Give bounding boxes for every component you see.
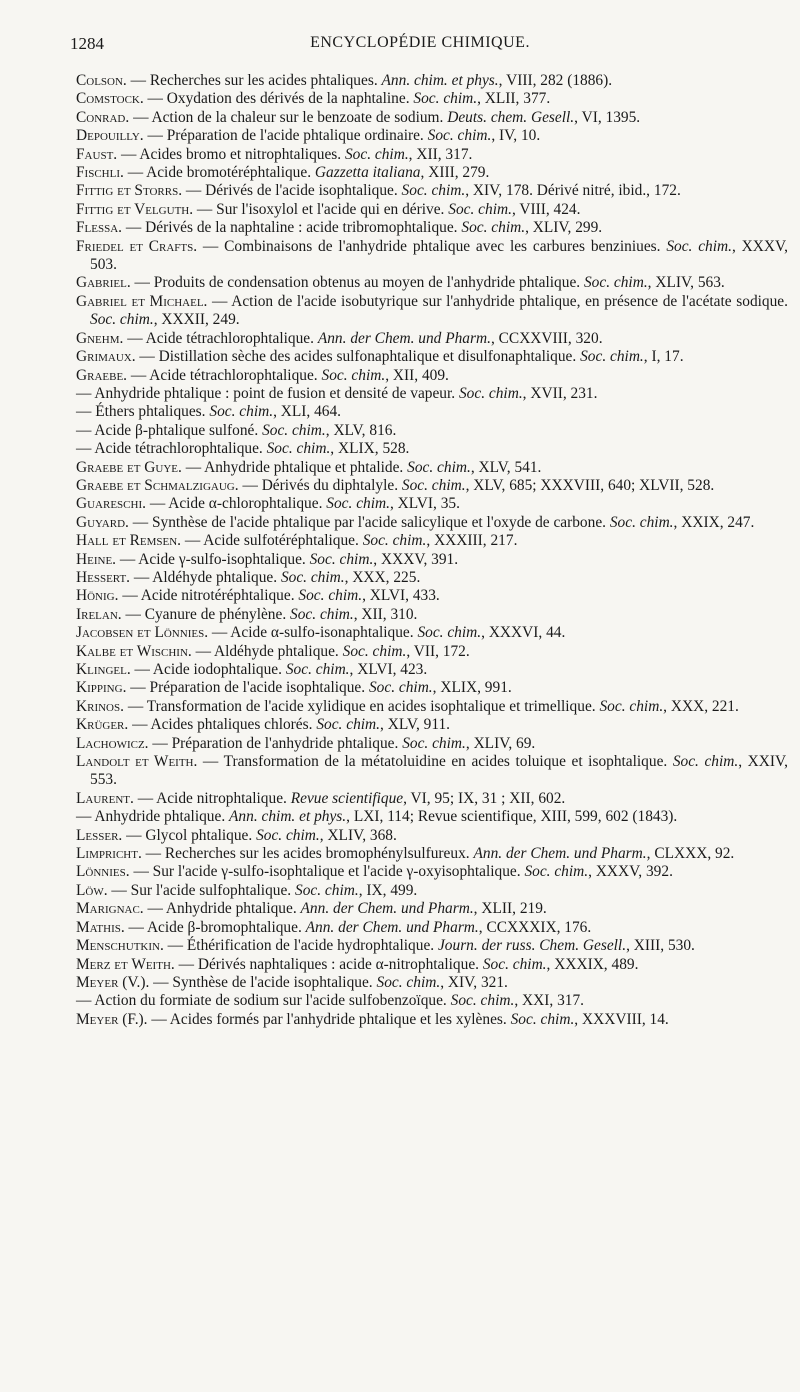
entry-author: Kipping. [76, 679, 127, 697]
entry-reference: , XXXVIII, 14. [574, 1010, 669, 1028]
entry-reference: , VIII, 424. [511, 200, 581, 218]
entry-title: — Éthers phtaliques. [76, 403, 210, 421]
entry-title: — Dérivés naphtaliques : acide α-nitrophtalique. [174, 955, 483, 973]
entry-author: Löw. [76, 881, 108, 899]
bibliography-entry [76, 532, 788, 550]
entry-title: — Acide nitrophtalique. [133, 789, 291, 807]
entry-title: — Acide tétrachlorophtalique. [123, 329, 318, 347]
entry-author: Merz et Weith. [76, 955, 175, 973]
entry-title: — Action de la chaleur sur le benzoate de sodium. [129, 108, 448, 126]
entry-title: — Acides phtaliques chlorés. [128, 716, 317, 734]
entry-author: Heine. [76, 550, 117, 568]
bibliography-entry [76, 992, 788, 1010]
bibliography-entry [76, 661, 788, 679]
entry-title: — Glycol phtalique. [122, 826, 257, 844]
entry-reference: , XVII, 231. [522, 384, 598, 402]
entry-reference: , XLV, 911. [380, 716, 450, 734]
entry-title: — Éthérification de l'acide hydrophtalique. [163, 937, 438, 955]
bibliography-entry [76, 201, 788, 219]
entry-author: Lachowicz. [76, 734, 149, 752]
entry-journal: Soc. chim. [209, 403, 274, 421]
entry-reference: , XXIV, 553. [90, 753, 789, 789]
entry-reference: , CCXXVIII, 320. [490, 329, 603, 347]
entry-journal: Gazzetta italiana [314, 164, 421, 182]
entry-reference: , IV, 10. [491, 127, 541, 145]
page-header [70, 34, 770, 58]
entry-author: Guareschi. [76, 495, 146, 513]
entry-author: Landolt et Weith. [76, 753, 198, 771]
entry-author: Kalbe et Wischin. [76, 642, 192, 660]
bibliography-entry [76, 716, 788, 734]
entry-author: Irelan. [76, 605, 122, 623]
entry-title: — Préparation de l'acide phtalique ordinaire. [143, 127, 428, 145]
bibliography-entry [76, 790, 788, 808]
entry-title: — Action du formiate de sodium sur l'acide sulfobenzoïque. [76, 992, 451, 1010]
bibliography-entry [76, 182, 788, 200]
entry-reference: , XLII, 377. [477, 90, 551, 108]
entry-author: Fittig et Storrs. [76, 182, 183, 200]
entry-author: Menschutkin. [76, 937, 164, 955]
entry-reference: , XLV, 541. [470, 458, 542, 476]
entry-author: Conrad. [76, 108, 130, 126]
entry-title: — Oxydation des dérivés de la naphtaline. [143, 90, 414, 108]
running-title: ENCYCLOPÉDIE CHIMIQUE. [310, 34, 530, 51]
entry-journal: Soc. chim. [413, 90, 478, 108]
entry-journal: Soc. chim. [482, 955, 547, 973]
entry-author: Laurent. [76, 789, 134, 807]
entry-journal: Soc. chim. [90, 311, 154, 329]
entry-journal: Soc. chim. [609, 513, 674, 531]
entry-title: — Combinaisons de l'anhydride phtalique avec les carbures benziniues. [197, 237, 667, 255]
entry-reference: , VI, 95; IX, 31 ; XII, 602. [403, 789, 566, 807]
entry-author: Hessert. [76, 568, 131, 586]
entry-journal: Ann. der Chem. und Pharm. [300, 900, 474, 918]
bibliography-entry [76, 330, 788, 348]
entry-reference: , XIII, 530. [626, 937, 695, 955]
entry-journal: Soc. chim. [342, 642, 407, 660]
entry-reference: , XLVI, 433. [362, 587, 440, 605]
entry-author: Limpricht. [76, 845, 142, 863]
entry-journal: Soc. chim. [256, 826, 320, 844]
entry-journal: Soc. chim. [368, 679, 433, 697]
entry-journal: Soc. chim. [583, 274, 648, 292]
bibliography-entry [76, 698, 788, 716]
bibliography-entry [76, 863, 788, 881]
entry-journal: Soc. chim. [309, 550, 374, 568]
entry-title: — Recherches sur les acides bromophénylsulfureux. [141, 845, 474, 863]
entry-journal: Ann. der Chem. und Pharm. [317, 329, 491, 347]
entry-author: Graebe et Guye. [76, 458, 182, 476]
entry-author: Krinos. [76, 697, 124, 715]
entry-author: Colson. [76, 72, 127, 89]
entry-title: — Anhydride phtalique. [143, 900, 301, 918]
bibliography-entry [76, 90, 788, 108]
entry-title: — Acide β-bromophtalique. [124, 918, 306, 936]
entry-author: Faust. [76, 145, 118, 163]
entry-reference: , XXXV, 392. [588, 863, 673, 881]
entry-reference: , I, 17. [643, 348, 684, 366]
bibliography-entry [76, 587, 788, 605]
entry-author: Marignac. [76, 900, 144, 918]
bibliography-list [76, 72, 788, 1029]
entry-journal: Soc. chim. [401, 182, 466, 200]
entry-reference: , XII, 310. [353, 605, 418, 623]
entry-journal: Soc. chim. [326, 495, 390, 513]
entry-title: — Anhydride phtalique et phtalide. [181, 458, 408, 476]
entry-title: — Sur l'acide sulfophtalique. [107, 881, 296, 899]
bibliography-entry [76, 735, 788, 753]
entry-journal: Soc. chim. [262, 421, 326, 439]
entry-reference: , XXI, 317. [514, 992, 585, 1010]
entry-reference: , VIII, 282 (1886). [498, 72, 613, 89]
bibliography-entry [76, 808, 788, 826]
bibliography-entry [76, 845, 788, 863]
entry-reference: , XIII, 279. [420, 164, 490, 182]
bibliography-entry [76, 109, 788, 127]
entry-journal: Soc. chim. [427, 127, 492, 145]
entry-reference: , XIV, 178. Dérivé nitré, ibid., 172. [465, 182, 681, 200]
entry-title: — Acide α-sulfo-isonaphtalique. [208, 624, 418, 642]
bibliography-entry [76, 219, 788, 237]
entry-journal: Soc. chim. [524, 863, 589, 881]
entry-journal: Ann. chim. et phys. [229, 808, 347, 826]
entry-journal: Soc. chim. [407, 458, 471, 476]
entry-title: — Aldéhyde phtalique. [191, 642, 343, 660]
entry-journal: Soc. chim. [402, 734, 466, 752]
bibliography-entry [76, 551, 788, 569]
bibliography-entry [76, 146, 788, 164]
bibliography-entry [76, 293, 788, 330]
entry-title: — Acide β-phtalique sulfoné. [76, 421, 263, 439]
entry-journal: Soc. chim. [285, 661, 350, 678]
entry-journal: Journ. der russ. Chem. Gesell. [437, 937, 627, 955]
entry-reference: , XII, 317. [408, 145, 473, 163]
entry-journal: Ann. der Chem. und Pharm. [473, 845, 647, 863]
bibliography-entry [76, 624, 788, 642]
bibliography-entry [76, 956, 788, 974]
entry-journal: Soc. chim. [316, 716, 381, 734]
entry-title: — Acide sulfotéréphtalique. [181, 532, 363, 550]
bibliography-entry [76, 367, 788, 385]
entry-author: Fischli. [76, 164, 124, 182]
entry-author: Gnehm. [76, 329, 124, 347]
entry-title: — Transformation de l'acide xylidique en acides isophtalique et trimellique. [123, 697, 600, 715]
bibliography-entry [76, 937, 788, 955]
entry-author: Graebe et Schmalzigaug. [76, 476, 239, 494]
entry-reference: , XLIV, 299. [525, 219, 603, 237]
entry-reference: , XLIV, 368. [319, 826, 397, 844]
entry-title: — Distillation sèche des acides sulfonaphtalique et disulfonaphtalique. [135, 348, 581, 366]
entry-author: Klingel. [76, 661, 131, 678]
entry-title: — Transformation de la métatoluidine en acides toluique et isophtalique. [197, 753, 673, 771]
entry-title: — Action de l'acide isobutyrique sur l'anhydride phtalique, en présence de l'acétate sodique. [207, 292, 788, 310]
entry-journal: Soc. chim. [290, 605, 354, 623]
bibliography-entry [76, 422, 788, 440]
entry-reference: , XLIX, 528. [330, 440, 410, 458]
entry-title: — Anhydride phtalique. [76, 808, 230, 826]
entry-title: — Dérivés de l'acide isophtalique. [182, 182, 402, 200]
entry-reference: , XLVI, 423. [349, 661, 428, 678]
bibliography-entry [76, 403, 788, 421]
entry-journal: Soc. chim. [295, 881, 359, 899]
entry-title: — Acide α-chlorophtalique. [145, 495, 327, 513]
entry-author: Graebe. [76, 366, 128, 384]
entry-author: Lesser. [76, 826, 123, 844]
bibliography-entry [76, 459, 788, 477]
entry-author: Hall et Remsen. [76, 532, 182, 550]
entry-author: Depouilly. [76, 127, 144, 145]
entry-journal: Soc. chim. [401, 476, 466, 494]
entry-title: — Sur l'acide γ-sulfo-isophtalique et l'acide γ-oxyisophtalique. [129, 863, 525, 881]
entry-journal: Soc. chim. [458, 384, 523, 402]
entry-journal: Soc. chim. [448, 200, 512, 218]
entry-title: — Acide bromotéréphtalique. [123, 164, 315, 182]
bibliography-entry [76, 514, 788, 532]
entry-title: — Acide γ-sulfo-isophtalique. [116, 550, 310, 568]
entry-journal: Soc. chim. [321, 366, 386, 384]
entry-author: Krüger. [76, 716, 129, 734]
entry-author: Gabriel et Michael. [76, 292, 208, 310]
entry-journal: Soc. chim. [510, 1010, 575, 1028]
entry-author: Guyard. [76, 513, 129, 531]
bibliography-entry [76, 606, 788, 624]
entry-journal: Soc. chim. [362, 532, 427, 550]
entry-title: — Acide tétrachlorophtalique. [127, 366, 322, 384]
bibliography-entry [76, 827, 788, 845]
entry-reference: , XXX, 225. [344, 568, 421, 586]
entry-journal: Soc. chim. [417, 624, 482, 642]
entry-reference: , XXXV, 503. [90, 237, 788, 274]
entry-title: — Sur l'isoxylol et l'acide qui en dérive. [193, 200, 449, 218]
entry-author: Meyer (V.). [76, 973, 150, 991]
bibliography-entry [76, 164, 788, 182]
entry-author: Hönig. [76, 587, 119, 605]
entry-title: — Préparation de l'anhydride phtalique. [148, 734, 403, 752]
entry-reference: , VI, 1395. [574, 108, 641, 126]
entry-reference: , XXXII, 249. [153, 311, 240, 329]
entry-journal: Deuts. chem. Gesell. [447, 108, 575, 126]
bibliography-entry [76, 900, 788, 918]
entry-reference: , VII, 172. [406, 642, 470, 660]
entry-reference: , XII, 409. [385, 366, 449, 384]
entry-reference: , CCXXXIX, 176. [478, 918, 592, 936]
entry-author: Comstock. [76, 90, 144, 108]
entry-journal: Soc. chim. [376, 973, 441, 991]
entry-reference: , XLVI, 35. [389, 495, 460, 513]
entry-reference: , XLII, 219. [473, 900, 547, 918]
bibliography-entry [76, 238, 788, 275]
entry-journal: Soc. chim. [266, 440, 331, 458]
entry-author: Gabriel. [76, 274, 131, 292]
entry-title: — Acides formés par l'anhydride phtalique et les xylènes. [147, 1010, 511, 1028]
bibliography-entry [76, 440, 788, 458]
bibliography-entry [76, 385, 788, 403]
entry-journal: Soc. chim. [580, 348, 644, 366]
entry-reference: , IX, 499. [358, 881, 418, 899]
bibliography-entry [76, 882, 788, 900]
entry-journal: Ann. der Chem. und Pharm. [305, 918, 479, 936]
entry-reference: , XXXIX, 489. [546, 955, 639, 973]
entry-reference: , XXXVI, 44. [481, 624, 566, 642]
entry-journal: Soc. chim. [461, 219, 526, 237]
entry-title: — Anhydride phtalique : point de fusion et densité de vapeur. [76, 384, 459, 402]
entry-title: — Dérivés du diphtalyle. [238, 476, 402, 494]
entry-reference: , XXXV, 391. [373, 550, 459, 568]
entry-journal: Soc. chim. [280, 568, 345, 586]
entry-author: Friedel et Crafts. [76, 237, 198, 255]
entry-title: — Acide tétrachlorophtalique. [76, 440, 267, 458]
entry-author: Jacobsen et Lönnies. [76, 624, 209, 642]
bibliography-entry [76, 679, 788, 697]
entry-author: Mathis. [76, 918, 125, 936]
bibliography-entry [76, 477, 788, 495]
entry-author: Grimaux. [76, 348, 136, 366]
entry-author: Fittig et Velguth. [76, 200, 194, 218]
entry-reference: , XLV, 685; XXXVIII, 640; XLVII, 528. [465, 476, 715, 494]
entry-author: Meyer (F.). [76, 1010, 148, 1028]
page-number: 1284 [70, 34, 104, 53]
entry-author: Flessa. [76, 219, 123, 237]
entry-title: — Acide nitrotéréphtalique. [118, 587, 299, 605]
entry-title: — Acides bromo et nitrophtaliques. [117, 145, 345, 163]
entry-journal: Soc. chim. [450, 992, 515, 1010]
bibliography-entry [76, 569, 788, 587]
entry-reference: , XLIX, 991. [432, 679, 512, 697]
entry-reference: , XLIV, 69. [465, 734, 536, 752]
bibliography-entry [76, 495, 788, 513]
entry-reference: , XLV, 816. [325, 421, 397, 439]
entry-reference: , XIV, 321. [440, 973, 508, 991]
entry-journal: Revue scientifique [290, 789, 404, 807]
entry-reference: , XLI, 464. [273, 403, 342, 421]
entry-title: — Synthèse de l'acide isophtalique. [149, 973, 377, 991]
entry-reference: , CLXXX, 92. [646, 845, 735, 863]
entry-journal: Ann. chim. et phys. [381, 72, 499, 89]
bibliography-entry [76, 643, 788, 661]
entry-reference: , XLIV, 563. [647, 274, 725, 292]
entry-journal: Soc. chim. [672, 753, 739, 771]
entry-reference: , LXI, 114; Revue scientifique, XIII, 599, 602 (1843). [346, 808, 678, 826]
entry-reference: , XXX, 221. [663, 697, 739, 715]
bibliography-entry [76, 348, 788, 366]
entry-journal: Soc. chim. [298, 587, 363, 605]
entry-journal: Soc. chim. [344, 145, 409, 163]
entry-author: Lönnies. [76, 863, 130, 881]
entry-title: — Synthèse de l'acide phtalique par l'acide salicylique et l'oxyde de carbone. [128, 513, 610, 531]
entry-title: — Aldéhyde phtalique. [130, 568, 281, 586]
entry-title: — Produits de condensation obtenus au moyen de l'anhydride phtalique. [130, 274, 584, 292]
bibliography-entry [76, 127, 788, 145]
bibliography-entry [76, 753, 788, 790]
bibliography-entry [76, 72, 788, 90]
bibliography-entry [76, 274, 788, 292]
bibliography-entry [76, 974, 788, 992]
entry-reference: , XXXIII, 217. [426, 532, 518, 550]
entry-title: — Cyanure de phénylène. [121, 605, 291, 623]
entry-journal: Soc. chim. [666, 237, 732, 255]
bibliography-entry [76, 919, 788, 937]
entry-reference: , XXIX, 247. [673, 513, 755, 531]
entry-title: — Acide iodophtalique. [130, 661, 286, 678]
entry-title: — Recherches sur les acides phtaliques. [126, 72, 382, 89]
entry-title: — Dérivés de la naphtaline : acide tribromophtalique. [122, 219, 462, 237]
bibliography-entry [76, 1011, 788, 1029]
entry-journal: Soc. chim. [599, 697, 664, 715]
entry-title: — Préparation de l'acide isophtalique. [126, 679, 369, 697]
